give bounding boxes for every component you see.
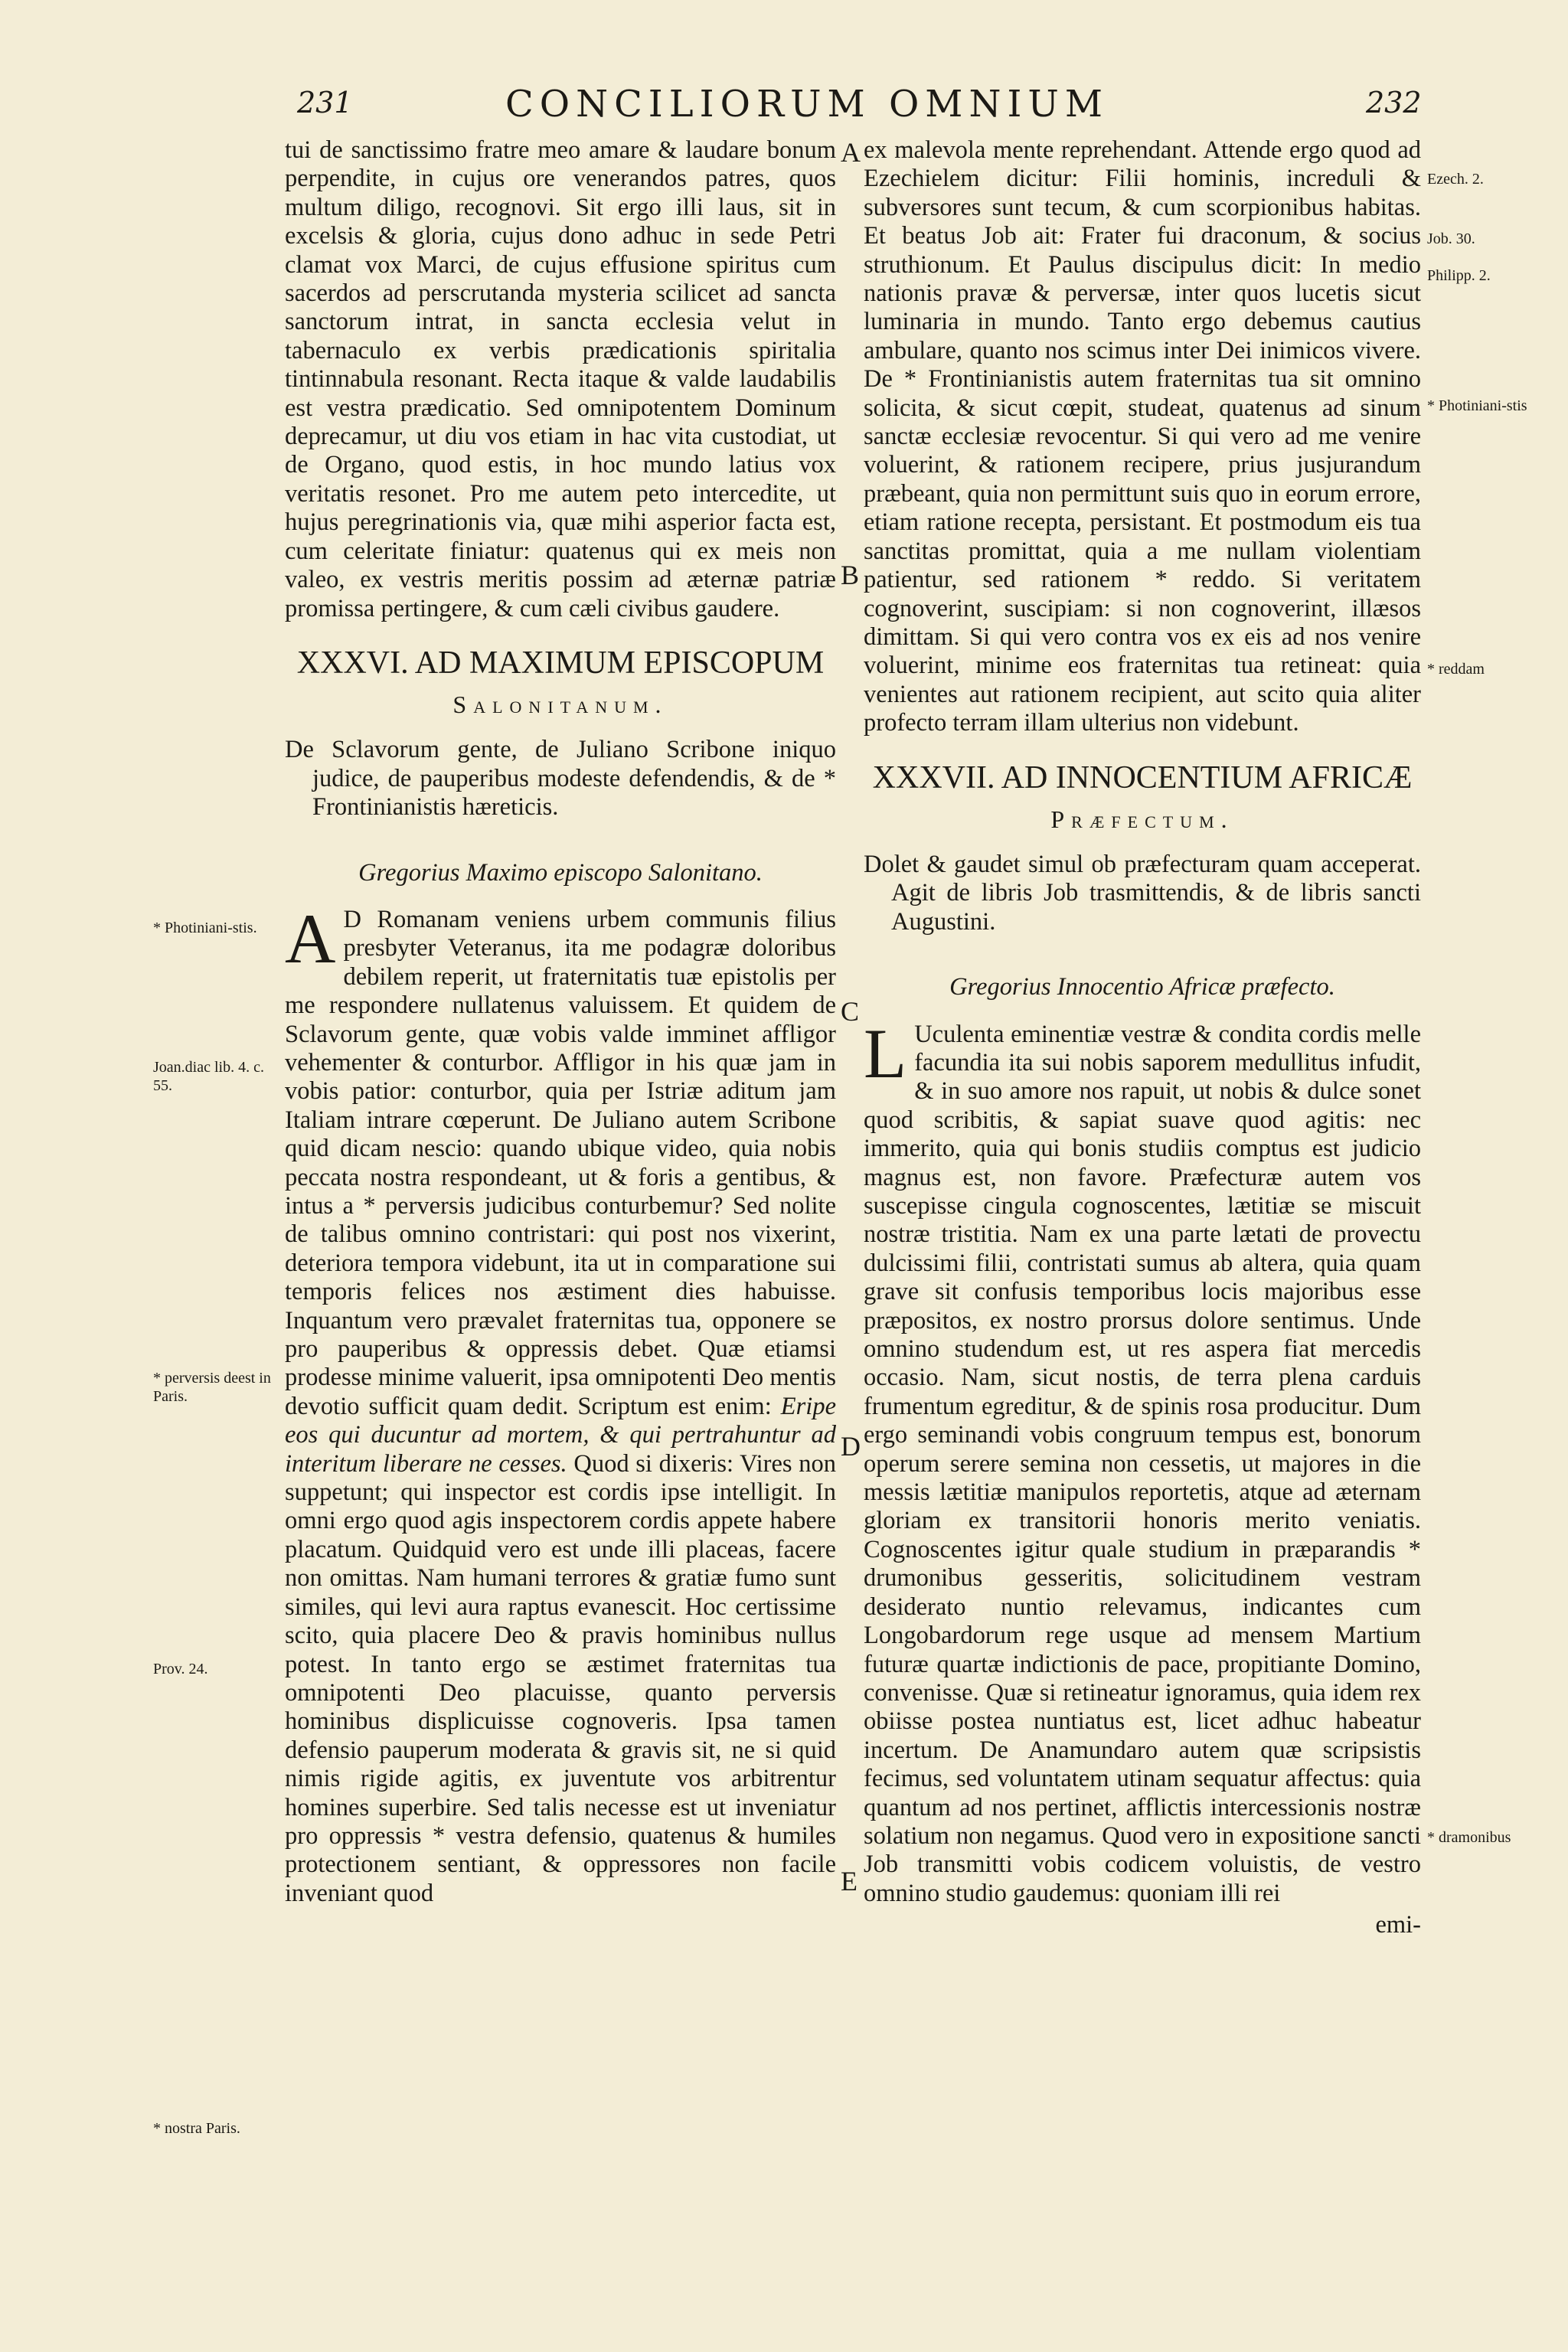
margin-note-right-6: * dramonibus [1427, 1829, 1511, 1846]
margin-note-right-3: Philipp. 2. [1427, 267, 1491, 284]
section-subtitle-xxxvii: Præfectum. [1050, 805, 1234, 833]
right-intro-text: ex malevola mente reprehendant. Attende ergo quod ad Ezechielem dicitur: Filii hominis, increduli & subversores sunt tecum, & cum scorpionibus habitas. Et beatus Job ait: Frater fui draconum, & socius struthionum. Et Paulus discipulus dicit: In medio nationis pravæ & perversæ, inter quos lucetis sicut luminaria in mundo. Tanto ergo debemus cautius ambulare, quanto nos scimus inter Dei inimicos vivere. De * Frontinianistis autem fraternitas tua sit omnino solicita, & sicut cœpit, studeat, quatenus ad sinum sanctæ ecclesiæ revocentur. Si qui vero ad me venire voluerint, & rationem recipere, prius jusjurandum præbeant, quia non permittunt suis quo in eorum errore, etiam ratione recepta, persistant. Et postmodum eis tua sanctitas promittat, quia a me nullam violentiam patientur, sed rationem * reddo. Si veritatem cognoverint, suscipiam: si non cognoverint, illæsos dimittam. Si qui vero contra vos ex eis ad nos venire voluerint, minime eos fraternitas tua retineat: quia venientes aut rationem recipient, aut scito quia aliter profecto terram illam ulterius non videbunt. [864, 136, 1421, 737]
letter-body-xxxvi-text-2: Quod si dixeris: Vires non suppetunt; qui inspector est cordis ipse intelligit. In omni ergo quod agis inspectorem cordis appete habere placatum. Quidquid vero est unde illi placeas, facere non omittas. Nam humani terrores & gratiæ fumo sunt similes, qui levi aura raptus evanescit. Hoc certissime scito, quia placere Deo & pravis hominibus nullus potest. In tanto ergo se æstimet fraternitas tua omnipotenti Deo placuisse, quanto perversis hominibus displicuisse cognoveris. Ipsa tamen defensio pauperum moderata & gravis sit, ne si quid nimis rigide agitis, ex juventute vos arbitrentur homines superbire. Sed talis necesse est ut inveniatur pro oppressis * vestra defensio, quatenus & humiles protectionem sentiant, & oppressores non facile inveniant quod [285, 1449, 836, 1907]
dropcap-l: L [864, 1014, 907, 1093]
margin-note-left-1: * Photiniani-stis. [153, 920, 257, 936]
margin-note-right-5: * reddam [1427, 661, 1485, 678]
right-column [864, 136, 1421, 1940]
section-subtitle-xxxvi: Salonitanum. [452, 690, 668, 718]
column-letter-c: C [841, 996, 860, 1027]
margin-note-right-2: Job. 30. [1427, 230, 1475, 247]
catchword: emi- [1375, 1911, 1421, 1939]
margin-note-left-4: Prov. 24. [153, 1661, 208, 1677]
left-intro-text: tui de sanctissimo fratre meo amare & laudare bonum perpendite, in cujus ore venerandos patres, quos multum diligo, recognovi. Sit ergo illi laus, sit in excelsis & gloria, cujus dono adhuc in sede Petri clamat vox Marci, de cujus effusione spiritus cum sacerdos ad perscrutanda mysteria scilicet ad sancta sanctorum intrat, in sancta ecclesia velut in tabernaculo ex verbis prædicationis spiritalia tintinnabula resonant. Recta itaque & valde laudabilis est vestra prædicatio. Sed omnipotentem Dominum deprecamur, ut diu vos etiam in hac vita custodiat, ut de Organo, quod estis, in hoc mundo latius vox veritatis resonet. Pro me autem peto intercedite, ut hujus peregrinationis via, quæ mihi asperior facta est, cum celeritate finiatur: quatenus qui ex meis non valeo, ex vestris meritis possim ad æternæ patriæ promissa pertingere, & cum cæli civibus gaudere. [285, 136, 836, 622]
margin-note-left-3: * perversis deest in Paris. [153, 1370, 271, 1405]
dropcap-a: A [285, 899, 336, 978]
summary-xxxvii: Dolet & gaudet simul ob præfecturam quam acceperat. Agit de libris Job trasmittendis, & de libris sancti Augustini. [864, 850, 1421, 936]
section-title-xxxvii: XXXVII. AD INNOCENTIUM AFRICÆ [872, 760, 1413, 795]
letter-body-xxxvi [285, 899, 837, 1908]
summary-xxxvi: De Sclavorum gente, de Juliano Scribone iniquo judice, de pauperibus modeste defendendis, & de * Frontinianistis hæreticis. [285, 736, 836, 822]
page-number-left: 231 [297, 86, 353, 119]
column-letter-a: A [841, 137, 861, 168]
column-letter-e: E [841, 1866, 858, 1896]
margin-note-left-2: Joan.diac lib. 4. c. 55. [153, 1059, 264, 1094]
column-letter-d: D [841, 1431, 861, 1462]
column-letter-b: B [841, 560, 860, 590]
section-title-xxxvi: XXXVI. AD MAXIMUM EPISCOPUM [296, 645, 825, 681]
salutation-xxxvii: Gregorius Innocentio Africæ præfecto. [949, 973, 1335, 1001]
page-number-right: 232 [1366, 86, 1422, 119]
margin-note-right-4: * Photiniani-stis [1427, 397, 1527, 414]
letter-body-xxxvii-text: Uculenta eminentiæ vestræ & condita cordis melle facundia ita sui nobis saporem medullitus infudit, & in suo amore nos rapuit, ut nobis & dulce sonet quod scribitis, & sapiat suave quod agitis: nec immerito, quia qui bonis studiis comptus est judicio magnus est, non favore. Præfecturæ autem vos suscepisse cingula cognoscentes, lætitiæ se miscuit nostræ tristitia. Nam ex una parte lætati de provectu dulcissimi filii, contristati sumus ab altera, quia quam grave sit confusis temporibus locis majoribus esse præpositos, ex nostro prorsus dolore sentimus. Unde omnino studendum est, ut res aspera fiat mercedis occasio. Nam, sicut nostis, de terra plena carduis frumentum egreditur, & de spinis rosa producitur. Dum ergo seminandi vobis congruum tempus est, bonorum operum serere semina non cessetis, ut majores in die messis lætitiæ manipulos reportetis, atque ad æternam gloriam ex transitorii honoris merito veniatis. Cognoscentes igitur quale studium in præparandis * drumonibus gesseritis, solicitudinem vestram desiderato nuntio relevamus, indicantes cum Longobardorum rege usque ad mensem Martium futuræ quartæ indictionis de pace, propitiante Domino, convenisse. Quæ si retineatur ignoramus, quia idem rex obiisse postea nuntiatus est, licet adhuc habeatur incertum. De Anamundaro autem quæ scripsistis fecimus, sed voluntatem utinam sequatur affectus: quia quantum ad nos pertinet, afflictis intercessionis nostræ solatium non negamus. Quod vero in expositione sancti Job transmitti vobis codicem voluistis, de vestro omnino studio gaudemus: quoniam illi rei [864, 1020, 1421, 1907]
running-header [0, 83, 1568, 129]
running-title: CONCILIORUM OMNIUM [505, 83, 1109, 126]
margin-note-left-5: * nostra Paris. [153, 2120, 240, 2137]
scripture-quote: Eripe eos qui ducuntur ad mortem, & qui pertrahuntur ad interitum liberare ne cesses. [285, 1392, 837, 1478]
left-column [285, 136, 836, 1908]
margin-note-right-1: Ezech. 2. [1427, 171, 1484, 188]
salutation-xxxvi: Gregorius Maximo episcopo Salonitano. [358, 858, 763, 887]
letter-body-xxxvi-text: D Romanam veniens urbem communis filius presbyter Veteranus, ita me podagræ doloribus debilem reperit, ut fraternitatis tuæ epistolis per me respondere nullatenus valuissem. Et quidem de Sclavorum gente, quæ vobis valde imminet affligor vehementer & conturbor. Affligor in his quæ jam in vobis patior: conturbor, quia per Istriæ aditum jam Italiam intrare cœperunt. De Juliano autem Scribone quid dicam nescio: quando ubique video, quia nobis peccata nostra respondeant, ut & foris a gentibus, & intus a * perversis judicibus conturbemur? Sed nolite de talibus omnino contristari: qui post nos vixerint, deteriora tempora videbunt, ita ut in comparatione sui temporis felices nos æstiment dies habuisse. Inquantum vero prævalet fraternitas tua, opponere se pro pauperibus & oppressis debet. Quæ etiamsi prodesse minime valuerit, ipsa omnipotenti Deo mentis devotio sufficit quam dedit. Scriptum est enim: [285, 905, 836, 1420]
letter-body-xxxvii [864, 1014, 1421, 1909]
